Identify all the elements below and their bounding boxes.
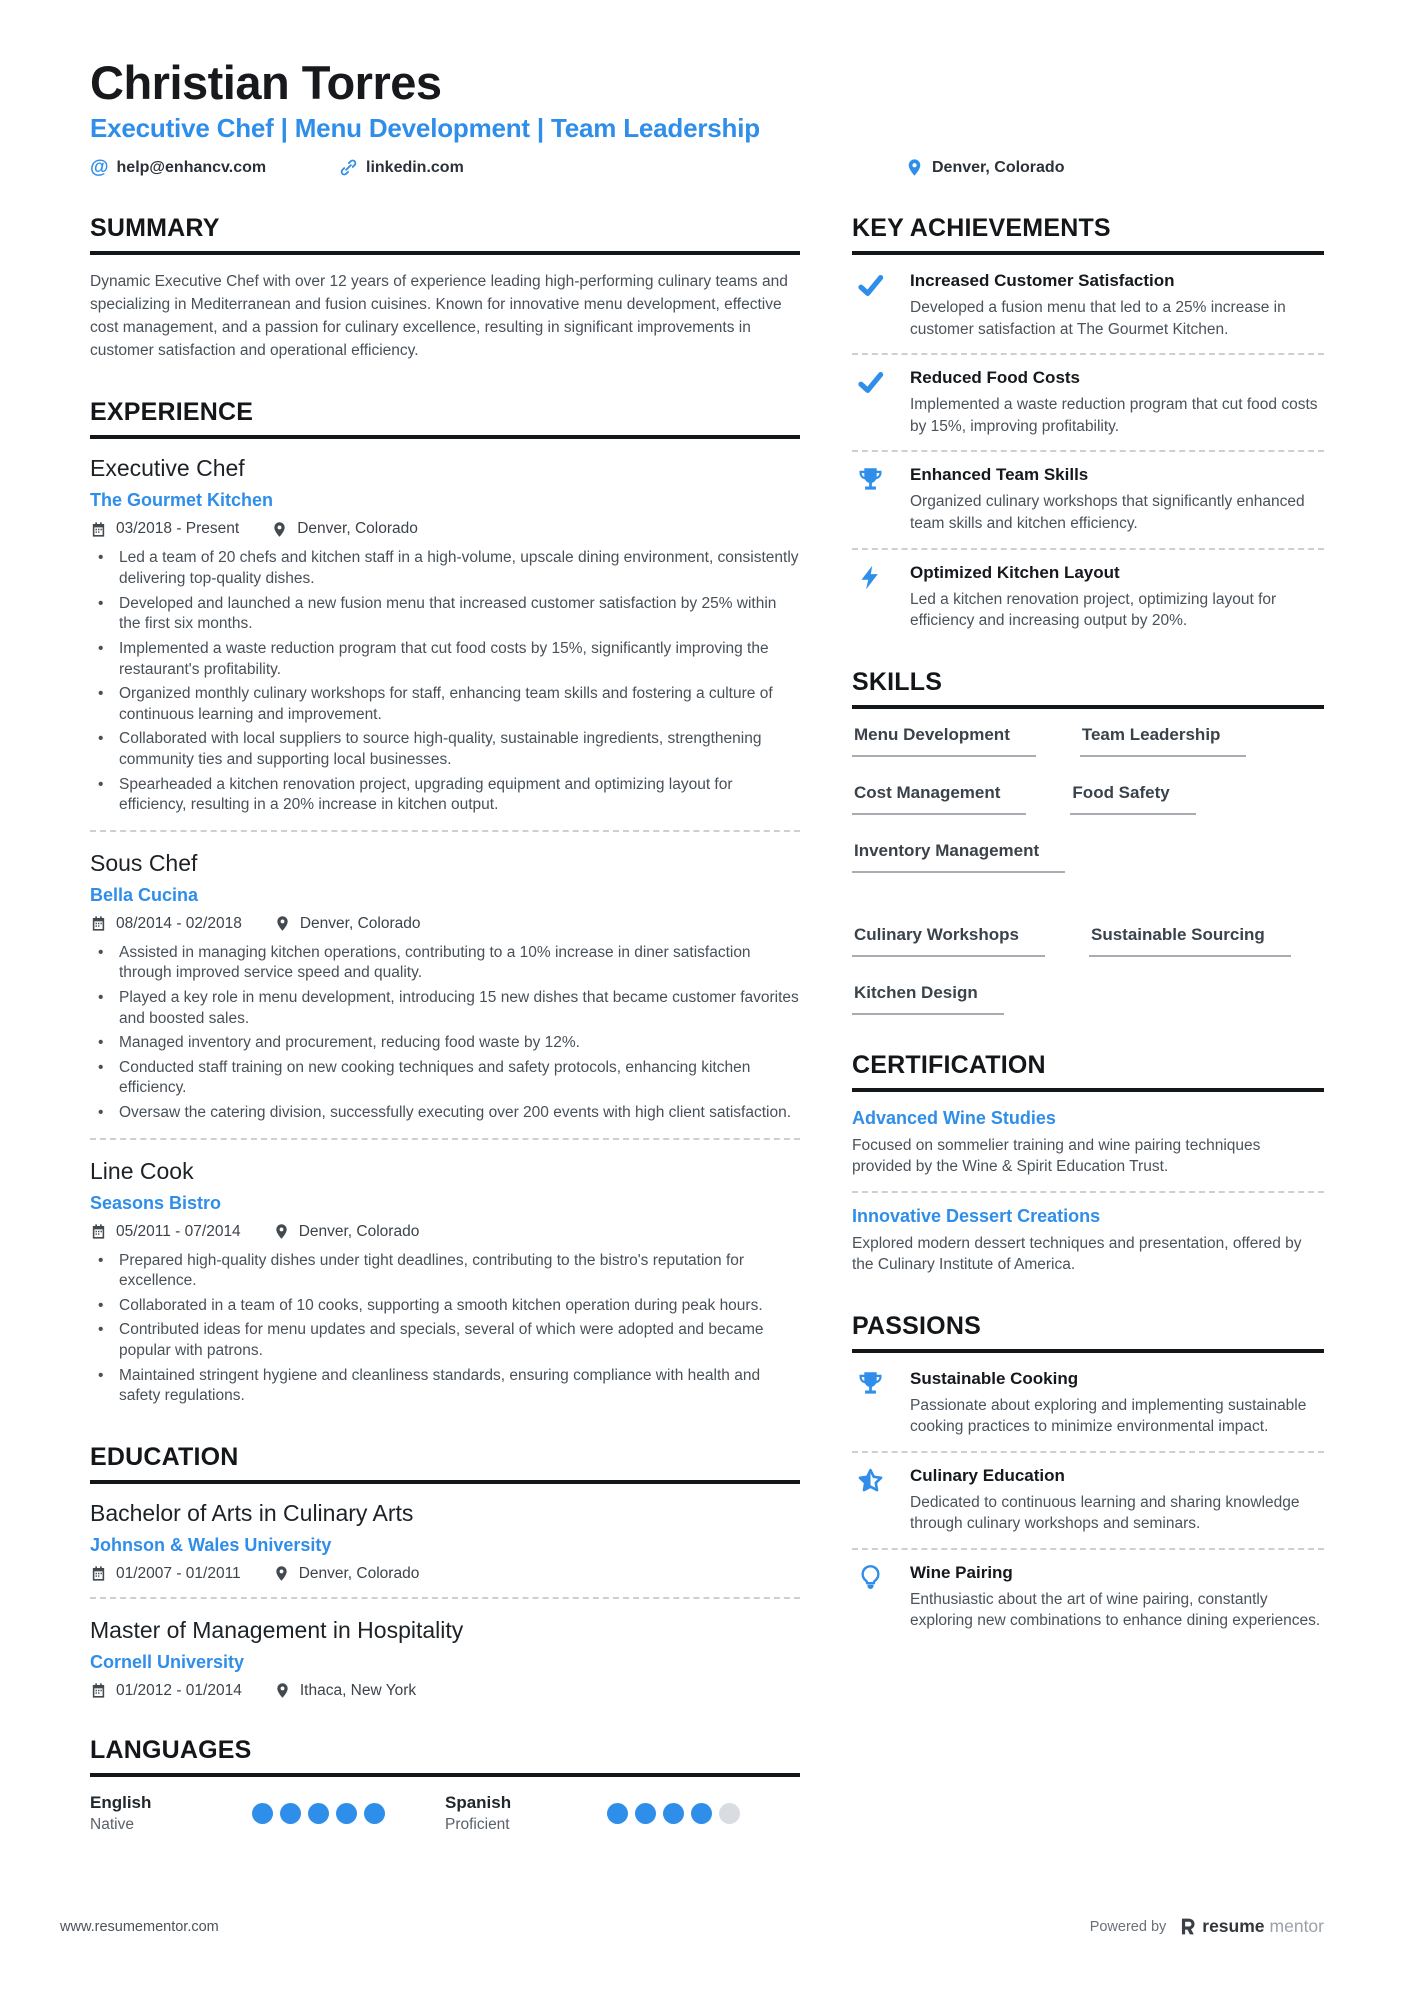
- education-dates: 01/2012 - 01/2014: [116, 1681, 242, 1699]
- bullet: • Assisted in managing kitchen operations, contributing to a 10% increase in diner satisfaction through improved service speed and quality.: [90, 943, 800, 984]
- bullet: • Maintained stringent hygiene and cleanliness standards, ensuring compliance with health and safety regulations.: [90, 1366, 800, 1407]
- education-meta: [90, 1565, 800, 1583]
- bullet: • Contributed ideas for menu updates and specials, several of which were adopted and became popular with patrons.: [90, 1320, 800, 1361]
- job-entry: [90, 850, 800, 1124]
- achievement-item: [852, 368, 1324, 437]
- job-company[interactable]: Bella Cucina: [90, 884, 199, 905]
- location-text: Denver, Colorado: [932, 158, 1065, 176]
- bullet: • Implemented a waste reduction program that cut food costs by 15%, significantly improving the restaurant's profitability.: [90, 639, 800, 680]
- at-icon: @: [90, 157, 109, 179]
- language-level: Native: [90, 1815, 134, 1833]
- bolt-icon: [857, 564, 884, 591]
- education-meta: [90, 1682, 800, 1700]
- trophy-icon: [857, 466, 884, 493]
- powered-by-label: Powered by: [1089, 1918, 1167, 1935]
- check-icon: [857, 272, 884, 299]
- skills-heading: SKILLS: [852, 668, 1324, 709]
- achievement-title: Optimized Kitchen Layout: [910, 562, 1120, 582]
- bullet: • Organized monthly culinary workshops for staff, enhancing team skills and fostering a culture of continuous learning and improvement.: [90, 684, 800, 725]
- school[interactable]: Johnson & Wales University: [90, 1534, 332, 1555]
- job-location: Denver, Colorado: [299, 914, 421, 932]
- job-meta: [90, 915, 800, 933]
- passions-heading: PASSIONS: [852, 1312, 1324, 1353]
- brand-text-light: mentor: [1269, 1916, 1324, 1936]
- bullet: • Developed and launched a new fusion menu that increased customer satisfaction by 25% within the first six months.: [90, 594, 800, 635]
- divider: [852, 450, 1324, 452]
- linkedin-link[interactable]: [339, 158, 464, 177]
- certification-text: Focused on sommelier training and wine pairing techniques provided by the Wine & Spirit Education Trust.: [852, 1136, 1261, 1176]
- divider: [852, 548, 1324, 550]
- skill-tag: Food Safety: [1070, 783, 1195, 815]
- bullet: • Led a team of 20 chefs and kitchen staff in a high-volume, upscale dining environment, consistently delivering top-quality dishes.: [90, 548, 800, 589]
- achievements-section: [852, 214, 1324, 631]
- skill-tag: Menu Development: [852, 725, 1036, 757]
- skills-section: [852, 668, 1324, 1015]
- page-footer: [60, 1916, 1324, 1937]
- divider: [852, 1191, 1324, 1193]
- job-entry: [90, 455, 800, 815]
- achievement-item: [852, 563, 1324, 632]
- language-proficiency-dots: [252, 1803, 385, 1824]
- achievement-text: Led a kitchen renovation project, optimizing layout for efficiency and increasing output by 20%.: [910, 590, 1277, 630]
- person-name: Christian Torres: [90, 56, 442, 109]
- education-entry: [90, 1617, 800, 1700]
- school[interactable]: Cornell University: [90, 1651, 245, 1672]
- achievement-title: Reduced Food Costs: [910, 368, 1081, 388]
- bullet: • Prepared high-quality dishes under tight deadlines, contributing to the bistro's reputation for excellence.: [90, 1251, 800, 1292]
- passion-text: Passionate about exploring and implementing sustainable cooking practices to minimize environmental impact.: [910, 1396, 1307, 1436]
- resumementor-logo-icon: [1178, 1917, 1197, 1936]
- passion-title: Sustainable Cooking: [910, 1368, 1079, 1388]
- experience-section: [90, 398, 800, 1406]
- pin-icon: [274, 1682, 291, 1699]
- education-location: Denver, Colorado: [298, 1564, 420, 1582]
- skills-list: [852, 725, 1324, 1015]
- bullet: • Oversaw the catering division, successfully executing over 200 events with high client satisfaction.: [90, 1103, 800, 1124]
- language-level: Proficient: [445, 1815, 510, 1833]
- location-item: [905, 158, 1064, 177]
- divider: [852, 353, 1324, 355]
- job-location: Denver, Colorado: [298, 1222, 420, 1240]
- brand-logo[interactable]: [1178, 1916, 1324, 1937]
- calendar-icon: [90, 1565, 107, 1582]
- bullet: • Spearheaded a kitchen renovation project, upgrading equipment and optimizing layout for efficiency, resulting in a 20% increase in kitchen output.: [90, 775, 800, 816]
- divider: [90, 830, 800, 832]
- divider: [852, 1451, 1324, 1453]
- summary-text: Dynamic Executive Chef with over 12 years of experience leading high-performing culinary teams and specializing in Mediterranean and fusion cuisines. Known for innovative menu development, effective cost management, and a passion for culinary excellence, resulting in significant improvements in customer satisfaction and operational efficiency.: [90, 273, 788, 359]
- language-name: Spanish: [445, 1792, 512, 1812]
- job-meta: [90, 1223, 800, 1241]
- education-entry: [90, 1500, 800, 1583]
- job-meta: [90, 520, 800, 538]
- skill-tag: Sustainable Sourcing: [1089, 925, 1291, 957]
- bullet: • Collaborated in a team of 10 cooks, supporting a smooth kitchen operation during peak hours.: [90, 1296, 800, 1317]
- job-title: Executive Chef: [90, 455, 245, 482]
- job-company[interactable]: Seasons Bistro: [90, 1192, 222, 1213]
- trophy-icon: [857, 1370, 884, 1397]
- pin-icon: [274, 915, 291, 932]
- achievement-item: [852, 271, 1324, 340]
- language-proficiency-dots: [607, 1803, 740, 1824]
- passion-title: Culinary Education: [910, 1465, 1065, 1485]
- passion-text: Enthusiastic about the art of wine pairing, constantly exploring new combinations to enhance dining experiences.: [910, 1590, 1321, 1630]
- job-entry: [90, 1158, 800, 1407]
- languages-section: [90, 1736, 800, 1834]
- pin-icon: [905, 158, 924, 177]
- education-dates: 01/2007 - 01/2011: [116, 1564, 241, 1582]
- divider: [90, 1597, 800, 1599]
- passion-item: [852, 1466, 1324, 1535]
- headline: Executive Chef | Menu Development | Team Leadership: [90, 113, 760, 144]
- skill-tag: Cost Management: [852, 783, 1026, 815]
- pin-icon: [273, 1223, 290, 1240]
- job-company[interactable]: The Gourmet Kitchen: [90, 490, 274, 511]
- calendar-icon: [90, 915, 107, 932]
- pin-icon: [271, 521, 288, 538]
- achievements-heading: KEY ACHIEVEMENTS: [852, 214, 1324, 255]
- job-dates: 03/2018 - Present: [116, 520, 240, 538]
- certification-item: [852, 1206, 1324, 1276]
- bullet: • Played a key role in menu development, introducing 15 new dishes that became customer favorites and boosted sales.: [90, 988, 800, 1029]
- bullet: • Managed inventory and procurement, reducing food waste by 12%.: [90, 1033, 800, 1054]
- skill-tag: Team Leadership: [1080, 725, 1247, 757]
- education-location: Ithaca, New York: [299, 1681, 417, 1699]
- certification-item: [852, 1108, 1324, 1178]
- pin-icon: [273, 1565, 290, 1582]
- language-item: [445, 1793, 800, 1834]
- left-column: [90, 214, 800, 1870]
- resume-header: [90, 58, 1324, 184]
- job-title: Sous Chef: [90, 849, 198, 876]
- education-section: [90, 1443, 800, 1700]
- job-location: Denver, Colorado: [297, 520, 418, 538]
- certification-section: [852, 1051, 1324, 1276]
- summary-section: [90, 214, 800, 362]
- link-icon: [339, 158, 358, 177]
- language-name: English: [90, 1792, 152, 1812]
- passion-text: Dedicated to continuous learning and sharing knowledge through culinary workshops and seminars.: [910, 1493, 1300, 1533]
- job-bullets: [90, 943, 800, 1124]
- bullet: • Conducted staff training on new cooking techniques and safety protocols, enhancing kitchen efficiency.: [90, 1058, 800, 1099]
- job-dates: 08/2014 - 02/2018: [116, 914, 242, 932]
- achievement-text: Implemented a waste reduction program that cut food costs by 15%, improving profitability.: [910, 396, 1318, 435]
- education-heading: EDUCATION: [90, 1443, 800, 1484]
- skill-tag: Inventory Management: [852, 841, 1065, 873]
- certification-text: Explored modern dessert techniques and presentation, offered by the Culinary Institute of America.: [852, 1234, 1302, 1274]
- certification-title[interactable]: Advanced Wine Studies: [852, 1107, 1056, 1128]
- linkedin-text: linkedin.com: [366, 158, 464, 176]
- certification-title[interactable]: Innovative Dessert Creations: [852, 1205, 1101, 1226]
- achievement-title: Increased Customer Satisfaction: [910, 271, 1175, 291]
- job-title: Line Cook: [90, 1157, 194, 1184]
- experience-heading: EXPERIENCE: [90, 398, 800, 439]
- divider: [90, 1138, 800, 1140]
- job-bullets: [90, 1251, 800, 1407]
- languages-heading: LANGUAGES: [90, 1736, 800, 1777]
- divider: [852, 1548, 1324, 1550]
- language-item: [90, 1793, 445, 1834]
- contact-row: [90, 158, 1324, 184]
- calendar-icon: [90, 521, 107, 538]
- email-text: help@enhancv.com: [116, 158, 267, 176]
- check-icon: [857, 369, 884, 396]
- achievement-text: Developed a fusion menu that led to a 25% increase in customer satisfaction at The Gourmet Kitchen.: [910, 299, 1286, 338]
- summary-heading: SUMMARY: [90, 214, 800, 255]
- certification-heading: CERTIFICATION: [852, 1051, 1324, 1092]
- skill-tag: Culinary Workshops: [852, 925, 1045, 957]
- achievement-title: Enhanced Team Skills: [910, 465, 1089, 485]
- brand-text-bold: resume: [1202, 1916, 1265, 1936]
- degree: Bachelor of Arts in Culinary Arts: [90, 1499, 414, 1526]
- job-bullets: [90, 548, 800, 815]
- achievement-item: [852, 465, 1324, 534]
- bulb-icon: [857, 1564, 884, 1591]
- passion-item: [852, 1563, 1324, 1632]
- achievement-text: Organized culinary workshops that significantly enhanced team skills and kitchen efficiency.: [910, 493, 1305, 532]
- calendar-icon: [90, 1682, 107, 1699]
- right-column: [852, 214, 1324, 1870]
- job-dates: 05/2011 - 07/2014: [116, 1222, 241, 1240]
- passion-item: [852, 1369, 1324, 1438]
- degree: Master of Management in Hospitality: [90, 1616, 464, 1643]
- passion-title: Wine Pairing: [910, 1562, 1013, 1582]
- skill-tag: Kitchen Design: [852, 983, 1004, 1015]
- email-link[interactable]: [90, 158, 266, 177]
- calendar-icon: [90, 1223, 107, 1240]
- star-icon: [857, 1467, 884, 1494]
- footer-url[interactable]: www.resumementor.com: [60, 1918, 219, 1935]
- passions-section: [852, 1312, 1324, 1632]
- bullet: • Collaborated with local suppliers to source high-quality, sustainable ingredients, strengthening community ties and supporting local businesses.: [90, 729, 800, 770]
